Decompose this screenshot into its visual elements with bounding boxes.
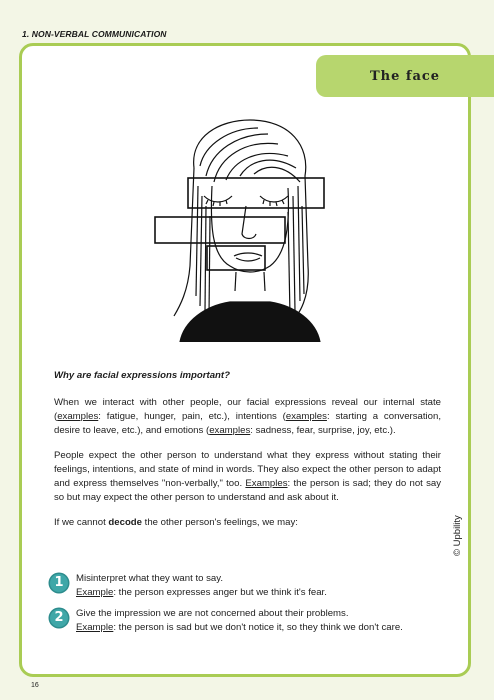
chapter-heading: 1. NON-VERBAL COMMUNICATION (22, 29, 167, 39)
paragraph-3 (54, 516, 441, 530)
text: the other person's feelings, we may: (142, 517, 298, 528)
examples-label: Examples (245, 478, 288, 489)
section-question: Why are facial expressions important? (54, 370, 230, 381)
item-line: Misinterpret what they want to say. (76, 573, 223, 584)
paragraph-1 (54, 396, 441, 438)
text: When we interact with other people, our facial expressions reveal our internal state ( (54, 397, 441, 422)
number-badge-1: 1 (50, 574, 68, 592)
text: : starting a conversation, desire to leave, etc.), and emotions ( (54, 411, 441, 436)
item-example (76, 586, 456, 600)
text: : fatigue, hunger, pain, etc.), intentions ( (98, 411, 286, 422)
text: If we cannot (54, 517, 109, 528)
section-tab (316, 55, 494, 97)
example-label: Example (76, 587, 114, 598)
page-number: 16 (31, 682, 39, 689)
example-text: : the person is sad but we don't notice it, so they think we don't care. (113, 622, 403, 633)
examples-label: examples (209, 425, 251, 436)
paragraph-2 (54, 449, 441, 505)
examples-label: examples (57, 411, 99, 422)
face-with-rectangles-illustration (150, 116, 340, 342)
text: : sadness, fear, surprise, joy, etc.). (250, 425, 396, 436)
number-badge-2: 2 (50, 609, 68, 627)
list-item-text (76, 607, 456, 635)
example-label: Example (76, 622, 114, 633)
item-example (76, 621, 456, 635)
item-line: Give the impression we are not concerned about their problems. (76, 608, 349, 619)
copyright-notice: © Upbility (452, 515, 463, 556)
text: People expect the other person to understand what they express without stating their feelings, intentions, and state of mind in words. They also expect the other person to adapt and express themselves "non-verbally," too. (54, 450, 441, 489)
list-item-text (76, 572, 456, 600)
text: : the person is sad; they do not say so but may expect the other person to understand and ask about it. (54, 478, 441, 503)
example-text: : the person expresses anger but we think it's fear. (113, 587, 327, 598)
body-text (54, 369, 441, 541)
bold-word: decode (108, 517, 142, 528)
section-title: The face (369, 68, 441, 84)
examples-label: examples (285, 411, 327, 422)
